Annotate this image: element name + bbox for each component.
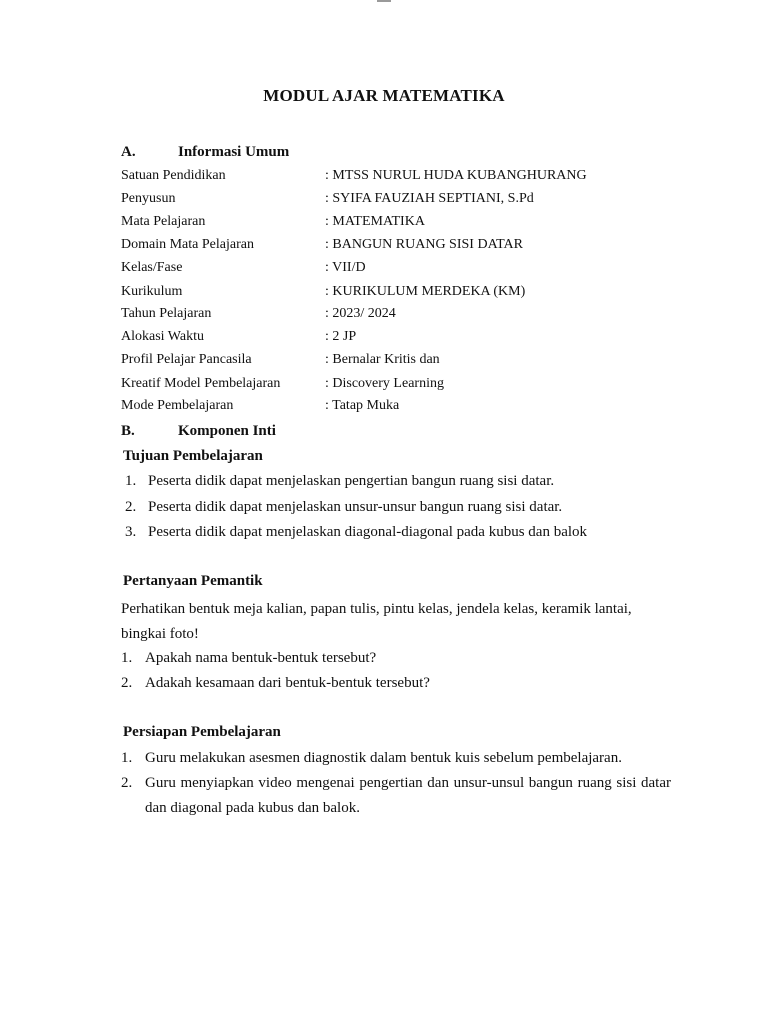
section-a-heading [121,144,289,161]
list-text: Peserta didik dapat menjelaskan diagonal-diagonal pada kubus dan balok [148,524,588,540]
pemantik-heading: Pertanyaan Pemantik [123,573,263,589]
list-text: Guru menyiapkan video mengenai pengertian dan unsur-unsul bangun ruang sisi datar dan diagonal pada kubus dan balok. [145,775,671,816]
list-number: 2. [125,499,137,515]
section-a-letter: A. [121,144,136,160]
info-label: Penyusun [121,191,176,206]
info-value: : 2023/ 2024 [325,306,396,321]
info-label: Profil Pelajar Pancasila [121,352,252,367]
info-label: Satuan Pendidikan [121,168,226,183]
info-value: : Tatap Muka [325,398,400,413]
info-value: : Bernalar Kritis dan [325,352,440,367]
section-a-title: Informasi Umum [178,144,290,160]
section-b-letter: B. [121,423,135,439]
persiapan-heading: Persiapan Pembelajaran [123,724,281,740]
list-number: 3. [125,524,137,540]
list-number: 1. [121,750,133,766]
info-value: : VII/D [325,260,366,275]
tujuan-heading: Tujuan Pembelajaran [123,448,263,464]
list-text: Apakah nama bentuk-bentuk tersebut? [145,650,377,666]
info-value: : 2 JP [325,329,357,344]
list-number: 2. [121,675,133,691]
list-number: 2. [121,775,133,791]
page-top-marker [377,0,391,2]
section-b-title: Komponen Inti [178,423,276,439]
pemantik-intro: Perhatikan bentuk meja kalian, papan tulis, pintu kelas, jendela kelas, keramik lantai, bingkai foto! [121,601,632,642]
list-text: Guru melakukan asesmen diagnostik dalam bentuk kuis sebelum pembelajaran. [145,750,622,766]
info-label: Kurikulum [121,284,183,299]
list-text: Adakah kesamaan dari bentuk-bentuk tersebut? [145,675,430,691]
info-value: : MTSS NURUL HUDA KUBANGHURANG [325,168,587,183]
list-text: Peserta didik dapat menjelaskan pengertian bangun ruang sisi datar. [148,473,555,489]
info-label: Mata Pelajaran [121,214,206,229]
info-label: Domain Mata Pelajaran [121,237,254,252]
info-label: Alokasi Waktu [121,329,204,344]
info-label: Tahun Pelajaran [121,306,212,321]
list-text: Peserta didik dapat menjelaskan unsur-unsur bangun ruang sisi datar. [148,499,563,515]
info-value: : BANGUN RUANG SISI DATAR [325,237,524,252]
document-title: MODUL AJAR MATEMATIKA [263,86,505,105]
info-label: Kreatif Model Pembelajaran [121,376,281,391]
info-value: : Discovery Learning [325,376,444,391]
info-label: Mode Pembelajaran [121,398,234,413]
info-value: : SYIFA FAUZIAH SEPTIANI, S.Pd [325,191,534,206]
list-number: 1. [121,650,133,666]
info-value: : MATEMATIKA [325,214,425,229]
section-b-heading [121,423,276,440]
list-number: 1. [125,473,137,489]
info-value: : KURIKULUM MERDEKA (KM) [325,284,526,299]
info-label: Kelas/Fase [121,260,183,275]
